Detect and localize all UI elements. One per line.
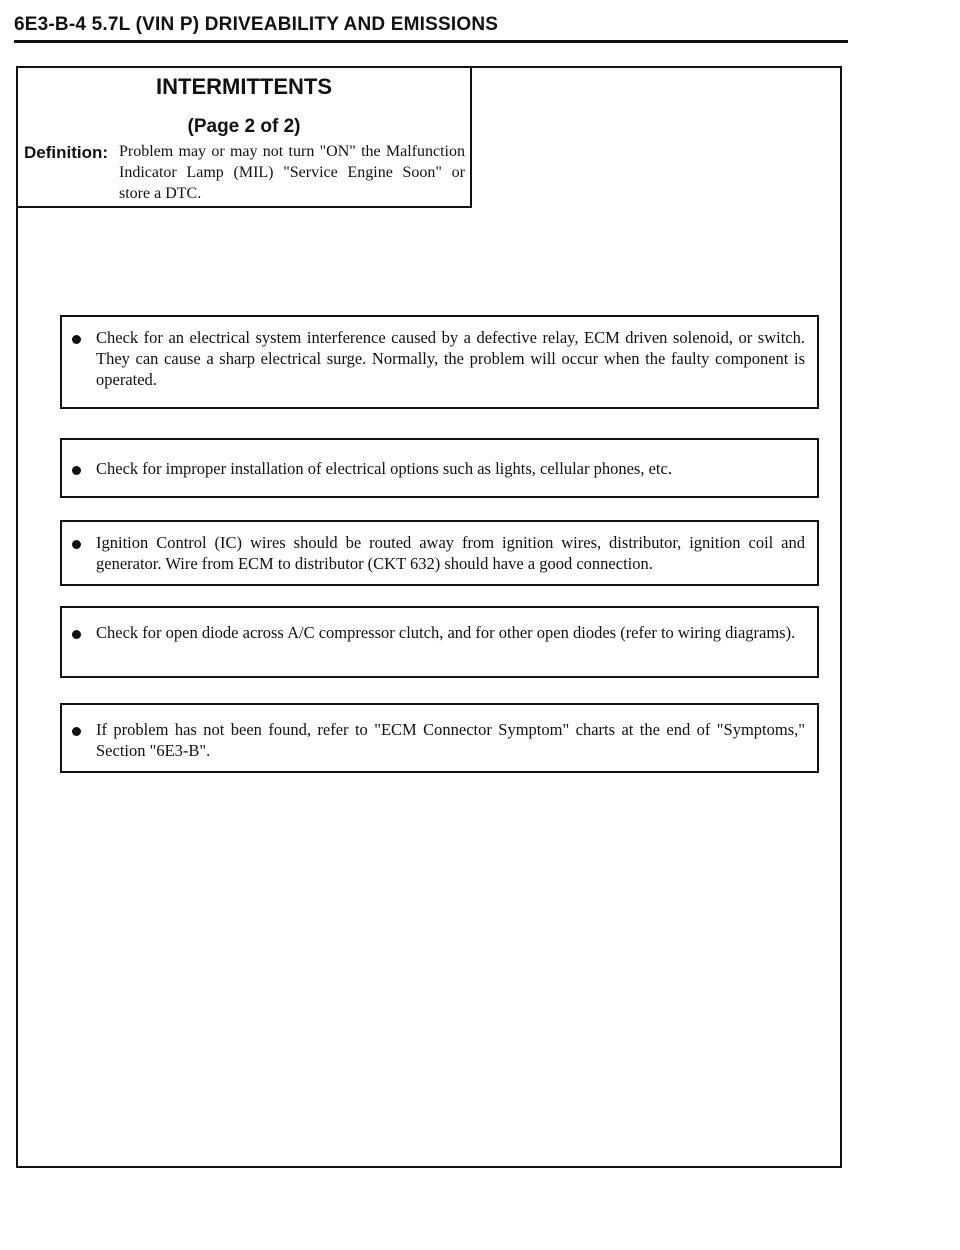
bullet-icon <box>72 727 81 736</box>
check-text: Check for an electrical system interference caused by a defective relay, ECM driven solenoid, or switch. They can cause a sharp electrical surge. Normally, the problem will occur when the faulty component is operated. <box>96 328 805 389</box>
definition-text: Problem may or may not turn "ON" the Malfunction Indicator Lamp (MIL) "Service Engine Soon" or store a DTC. <box>119 143 465 202</box>
page-header: 6E3-B-4 5.7L (VIN P) DRIVEABILITY AND EMISSIONS <box>14 14 499 35</box>
section-title: INTERMITTENTS <box>156 74 332 99</box>
check-text: Check for improper installation of electrical options such as lights, cellular phones, etc. <box>96 459 672 478</box>
check-box-electrical-interference <box>60 315 819 409</box>
header-rule <box>14 40 848 43</box>
check-box-open-diode <box>60 606 819 678</box>
bullet-icon <box>72 540 81 549</box>
bullet-icon <box>72 335 81 344</box>
page-indicator: (Page 2 of 2) <box>187 116 301 137</box>
check-text: Check for open diode across A/C compressor clutch, and for other open diodes (refer to wiring diagrams). <box>96 623 796 642</box>
check-box-electrical-options <box>60 438 819 498</box>
definition-label: Definition: <box>24 143 109 162</box>
check-text: Ignition Control (IC) wires should be routed away from ignition wires, distributor, ignition coil and generator. Wire from ECM to distributor (CKT 632) should have a good connection. <box>96 533 805 573</box>
check-box-ecm-connector <box>60 703 819 773</box>
bullet-icon <box>72 466 81 475</box>
bullet-icon <box>72 630 81 639</box>
check-box-ic-wires <box>60 520 819 586</box>
check-text: If problem has not been found, refer to "ECM Connector Symptom" charts at the end of "Symptoms," Section "6E3-B". <box>96 720 805 760</box>
